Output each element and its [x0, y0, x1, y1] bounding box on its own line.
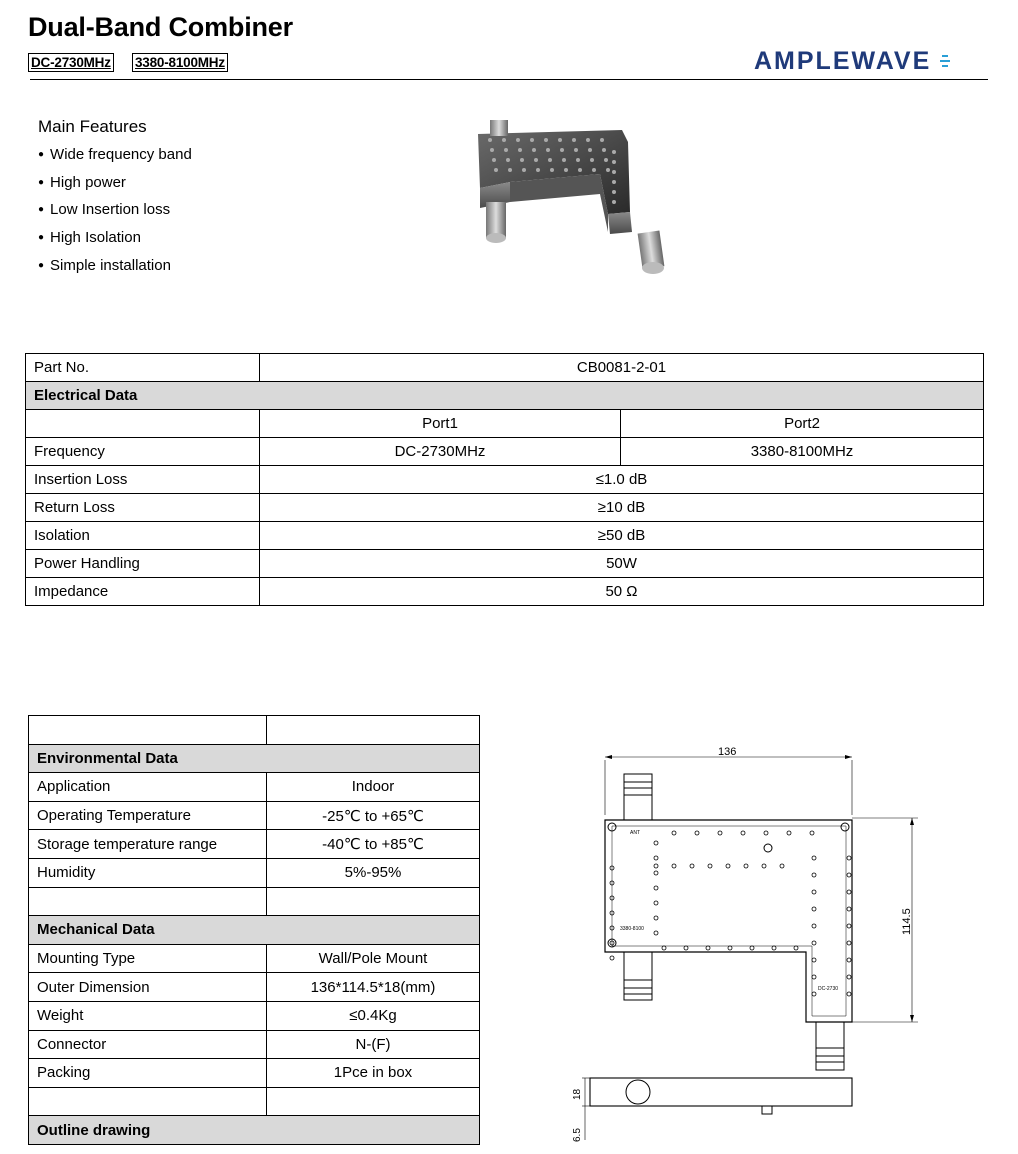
- port-label-high: 3380-8100: [620, 926, 644, 932]
- table-row: [29, 858, 480, 887]
- mounting-hole: [812, 975, 816, 979]
- mounting-hole: [810, 831, 814, 835]
- amplewave-logo: [754, 44, 969, 76]
- table-row: [29, 716, 480, 745]
- row-label: Insertion Loss: [26, 466, 260, 494]
- empty-cell: [26, 410, 260, 438]
- mounting-hole: [684, 946, 688, 950]
- empty-cell: [29, 1087, 267, 1116]
- screw-dot: [604, 158, 608, 162]
- screw-dot: [564, 168, 568, 172]
- section-row: [29, 1116, 480, 1145]
- table-row: [26, 522, 984, 550]
- frequency-port1: DC-2730MHz: [260, 438, 621, 466]
- mounting-hole: [812, 941, 816, 945]
- empty-cell: [267, 887, 480, 916]
- row-label: Return Loss: [26, 494, 260, 522]
- screw-dot: [548, 158, 552, 162]
- row-value: -40℃ to +85℃: [267, 830, 480, 859]
- mounting-hole: [812, 856, 816, 860]
- mounting-hole: [708, 864, 712, 868]
- screw-dot: [502, 138, 506, 142]
- mounting-hole: [847, 924, 851, 928]
- screw-dot: [544, 138, 548, 142]
- dim-height-label: 114.5: [901, 908, 913, 935]
- table-row: [26, 494, 984, 522]
- mounting-hole: [654, 871, 658, 875]
- port-label-low: DC-2730: [818, 986, 839, 992]
- table-row: [26, 410, 984, 438]
- features-title: Main Features: [38, 117, 147, 136]
- mounting-hole: [847, 873, 851, 877]
- mechanical-section-title: Mechanical Data: [29, 916, 480, 945]
- row-value: Indoor: [267, 773, 480, 802]
- electrical-spec-table: [25, 353, 984, 606]
- connector-top: [624, 774, 652, 820]
- row-value: ≥10 dB: [260, 494, 984, 522]
- screw-dot: [506, 158, 510, 162]
- frequency-port2: 3380-8100MHz: [621, 438, 984, 466]
- mounting-hole: [794, 946, 798, 950]
- section-row: [29, 916, 480, 945]
- table-row: [29, 973, 480, 1002]
- mounting-hole: [654, 856, 658, 860]
- port-label-com: ANT: [630, 830, 640, 836]
- mounting-hole: [762, 864, 766, 868]
- row-value: -25℃ to +65℃: [267, 801, 480, 830]
- row-label: Storage temperature range: [29, 830, 267, 859]
- row-value: ≤1.0 dB: [260, 466, 984, 494]
- mounting-hole: [654, 916, 658, 920]
- mounting-hole: [718, 831, 722, 835]
- page-title: Dual-Band Combiner: [28, 12, 293, 42]
- outline-section-title: Outline drawing: [29, 1116, 480, 1145]
- mounting-hole: [847, 958, 851, 962]
- mounting-hole: [610, 956, 614, 960]
- screw-dot: [530, 138, 534, 142]
- band-label-high: 3380-8100MHz: [132, 53, 228, 72]
- screw-dot: [494, 168, 498, 172]
- screw-dot: [574, 148, 578, 152]
- row-value: N-(F): [267, 1030, 480, 1059]
- product-photo: [450, 112, 685, 282]
- screw-dot: [546, 148, 550, 152]
- table-row: [26, 438, 984, 466]
- mounting-hole: [812, 890, 816, 894]
- screw-dot: [600, 138, 604, 142]
- screw-dot: [518, 148, 522, 152]
- screw-dot: [520, 158, 524, 162]
- row-value: 50 Ω: [260, 578, 984, 606]
- screw-dot: [576, 158, 580, 162]
- mounting-hole: [706, 946, 710, 950]
- mounting-hole: [780, 864, 784, 868]
- screw-dot: [504, 148, 508, 152]
- mounting-hole: [672, 864, 676, 868]
- features-list: [38, 141, 192, 279]
- feature-item: ● Wide frequency band: [38, 141, 192, 169]
- row-label: Application: [29, 773, 267, 802]
- screw-dot: [560, 148, 564, 152]
- screw-dot: [534, 158, 538, 162]
- part-no-label: Part No.: [26, 354, 260, 382]
- mounting-hole: [812, 958, 816, 962]
- screw-dot: [590, 158, 594, 162]
- table-row: [29, 887, 480, 916]
- row-label: Humidity: [29, 858, 267, 887]
- screw-dot: [586, 138, 590, 142]
- mounting-hole: [750, 946, 754, 950]
- mounting-hole: [847, 941, 851, 945]
- row-label: Outer Dimension: [29, 973, 267, 1002]
- electrical-section-title: Electrical Data: [26, 382, 984, 410]
- connector-left: [624, 952, 652, 1000]
- mounting-hole: [654, 901, 658, 905]
- screw-dot: [606, 168, 610, 172]
- table-row: [29, 773, 480, 802]
- mounting-hole: [812, 907, 816, 911]
- table-row: [26, 354, 984, 382]
- row-label: Operating Temperature: [29, 801, 267, 830]
- outline-drawing: [560, 740, 940, 1150]
- empty-cell: [29, 716, 267, 745]
- row-label: Power Handling: [26, 550, 260, 578]
- mounting-hole: [787, 831, 791, 835]
- row-value: 1Pce in box: [267, 1059, 480, 1088]
- header-divider: [30, 79, 988, 80]
- table-row: [29, 801, 480, 830]
- mounting-hole: [695, 831, 699, 835]
- screw-dot: [490, 148, 494, 152]
- feature-item: ● High power: [38, 169, 192, 197]
- screw-dot: [612, 170, 616, 174]
- screw-dot: [612, 180, 616, 184]
- row-value: ≤0.4Kg: [267, 1001, 480, 1030]
- port2-header: Port2: [621, 410, 984, 438]
- mounting-hole: [812, 992, 816, 996]
- mounting-hole: [764, 831, 768, 835]
- table-row: [26, 550, 984, 578]
- row-value: 5%-95%: [267, 858, 480, 887]
- screw-dot: [522, 168, 526, 172]
- screw-dot: [562, 158, 566, 162]
- screw-dot: [492, 158, 496, 162]
- dim-thickness-label: 18: [572, 1088, 583, 1100]
- row-label: Isolation: [26, 522, 260, 550]
- empty-cell: [267, 716, 480, 745]
- screw-dot: [612, 190, 616, 194]
- row-value: ≥50 dB: [260, 522, 984, 550]
- row-label: Connector: [29, 1030, 267, 1059]
- port1-header: Port1: [260, 410, 621, 438]
- mounting-hole: [847, 856, 851, 860]
- frequency-label: Frequency: [26, 438, 260, 466]
- row-label: Impedance: [26, 578, 260, 606]
- table-row: [26, 466, 984, 494]
- screw-dot: [508, 168, 512, 172]
- table-row: [29, 944, 480, 973]
- dim-width-label: 136: [718, 746, 737, 758]
- screw-dot: [516, 138, 520, 142]
- mounting-hole: [741, 831, 745, 835]
- row-label: Weight: [29, 1001, 267, 1030]
- screw-dot: [612, 150, 616, 154]
- section-row: [26, 382, 984, 410]
- screw-dot: [558, 138, 562, 142]
- mounting-hole: [847, 975, 851, 979]
- main-features: [38, 117, 192, 279]
- feature-item: ● High Isolation: [38, 224, 192, 252]
- mounting-hole: [812, 924, 816, 928]
- mounting-hole: [654, 841, 658, 845]
- mounting-hole: [744, 864, 748, 868]
- mounting-hole: [654, 886, 658, 890]
- table-row: [29, 1059, 480, 1088]
- mounting-hole: [847, 890, 851, 894]
- mounting-hole: [772, 946, 776, 950]
- empty-cell: [29, 887, 267, 916]
- row-label: Mounting Type: [29, 944, 267, 973]
- screw-dot: [602, 148, 606, 152]
- dim-foot-label: 6.5: [572, 1128, 583, 1142]
- row-value: 50W: [260, 550, 984, 578]
- screw-dot: [612, 160, 616, 164]
- row-value: 136*114.5*18(mm): [267, 973, 480, 1002]
- mounting-hole: [672, 831, 676, 835]
- screw-dot: [592, 168, 596, 172]
- empty-cell: [267, 1087, 480, 1116]
- section-row: [29, 744, 480, 773]
- screw-dot: [488, 138, 492, 142]
- row-value: Wall/Pole Mount: [267, 944, 480, 973]
- screw-dot: [612, 200, 616, 204]
- environmental-section-title: Environmental Data: [29, 744, 480, 773]
- feature-item: ● Simple installation: [38, 252, 192, 280]
- mounting-hole: [654, 864, 658, 868]
- mounting-hole: [662, 946, 666, 950]
- feature-item: ● Low Insertion loss: [38, 196, 192, 224]
- row-label: Packing: [29, 1059, 267, 1088]
- mounting-hole: [654, 931, 658, 935]
- mounting-hole: [726, 864, 730, 868]
- table-row: [26, 578, 984, 606]
- env-mech-spec-table: [28, 715, 480, 1145]
- screw-dot: [588, 148, 592, 152]
- screw-dot: [572, 138, 576, 142]
- side-view: [572, 1078, 852, 1142]
- screw-dot: [578, 168, 582, 172]
- mounting-hole: [728, 946, 732, 950]
- band-label-low: DC-2730MHz: [28, 53, 114, 72]
- screw-dot: [532, 148, 536, 152]
- table-row: [29, 1030, 480, 1059]
- table-row: [29, 1001, 480, 1030]
- svg-text:AMPLEWAVE: AMPLEWAVE: [754, 47, 932, 75]
- screw-dot: [536, 168, 540, 172]
- mounting-hole: [690, 864, 694, 868]
- mounting-hole: [847, 992, 851, 996]
- table-row: [29, 1087, 480, 1116]
- mounting-hole: [812, 873, 816, 877]
- mounting-hole: [847, 907, 851, 911]
- table-row: [29, 830, 480, 859]
- screw-dot: [550, 168, 554, 172]
- part-no-value: CB0081-2-01: [260, 354, 984, 382]
- connector-right: [816, 1022, 844, 1070]
